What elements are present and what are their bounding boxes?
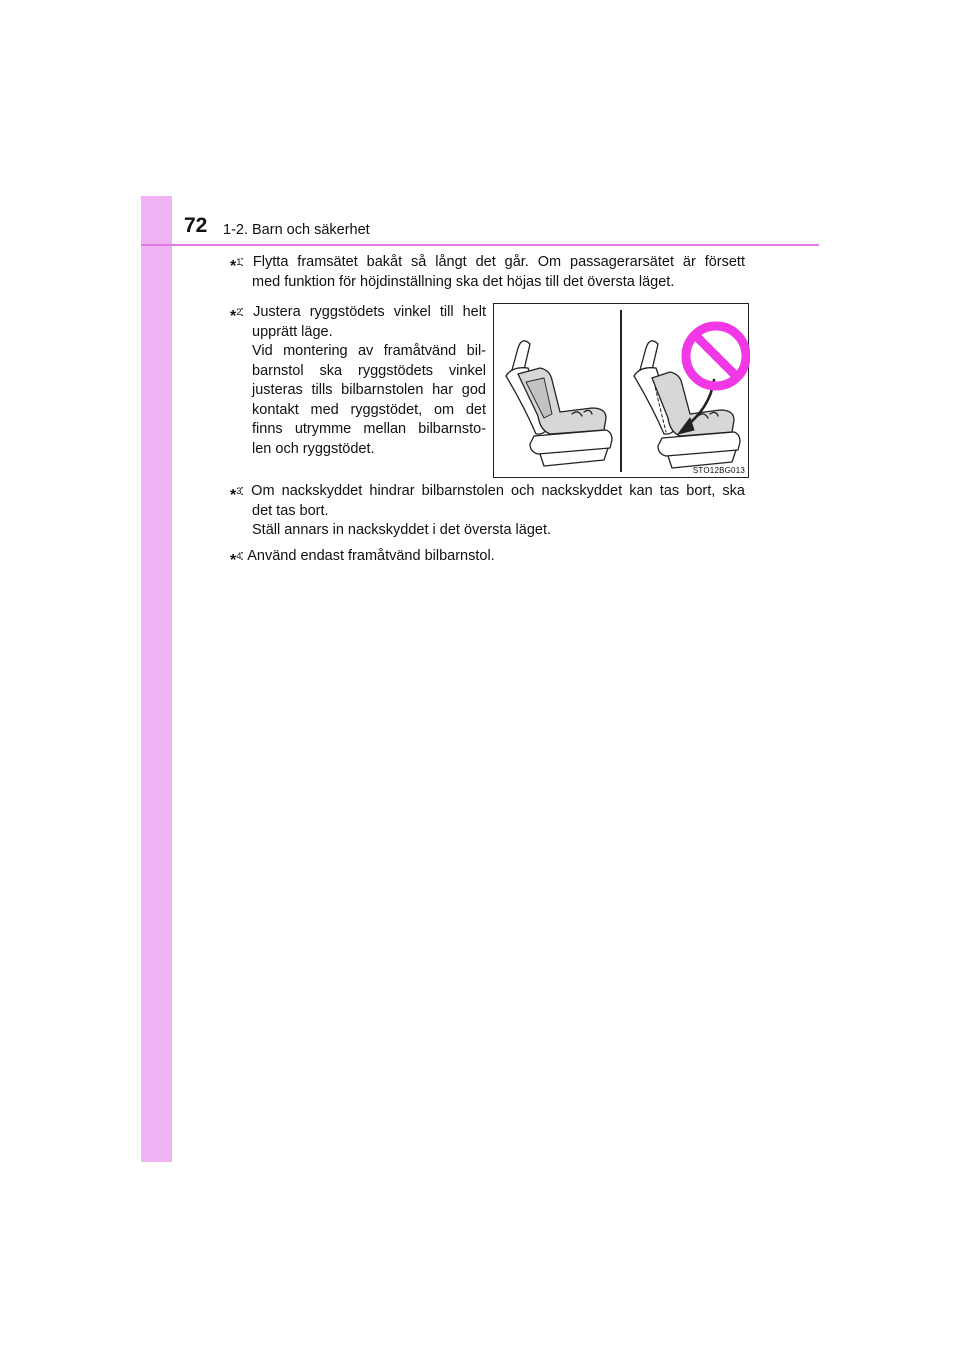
footnote-line: Ställ annars in nackskyddet i det översta läget.: [252, 522, 552, 538]
footnote-line: kontakt med ryggstödet, om det: [252, 401, 486, 418]
footnote-line: : Använd endast framåtvänd bilbarnstol.: [240, 548, 495, 564]
footnote-3: [230, 482, 745, 541]
footnote-line: justeras tills bilbarnstolen har god: [252, 382, 486, 398]
footnote-line: finns utrymme mellan bilbarnsto-: [252, 421, 486, 437]
seat-illustration: [493, 303, 749, 478]
footnote-marker: *$^3$: [230, 486, 242, 504]
footnote-line: len och ryggstödet.: [252, 440, 375, 457]
footnote-4: [230, 547, 745, 567]
footnote-marker: *$^2$: [230, 307, 242, 325]
footnote-marker: *$^4$: [230, 551, 242, 569]
footnote-marker: *$^1$: [230, 257, 242, 275]
footnote-line: : Flytta framsätet bakåt så långt det går. Om passagerarsätet är försett: [240, 254, 745, 270]
figure-code: STO12BG013: [692, 466, 745, 475]
side-band: [141, 196, 172, 1162]
footnote-line: det tas bort.: [252, 502, 329, 519]
footnote-1: [230, 253, 745, 292]
footnote-2: [230, 303, 486, 459]
section-title: 1-2. Barn och säkerhet: [223, 222, 370, 238]
page-number: 72: [184, 214, 208, 237]
footnote-line: Vid montering av framåtvänd bil-: [252, 343, 486, 359]
footnote-line: upprätt läge.: [252, 323, 333, 340]
footnote-line: : Om nackskyddet hindrar bilbarnstolen och nackskyddet kan tas bort, ska: [240, 483, 745, 499]
footnote-line: barnstol ska ryggstödets vinkel: [252, 362, 486, 379]
seat-with-child-seat-icon: [506, 341, 612, 466]
header-rule: [141, 244, 819, 246]
footnote-line: : Justera ryggstödets vinkel till helt: [240, 304, 486, 320]
footnote-line: med funktion för höjdinställning ska det höjas till det översta läget.: [252, 273, 675, 290]
